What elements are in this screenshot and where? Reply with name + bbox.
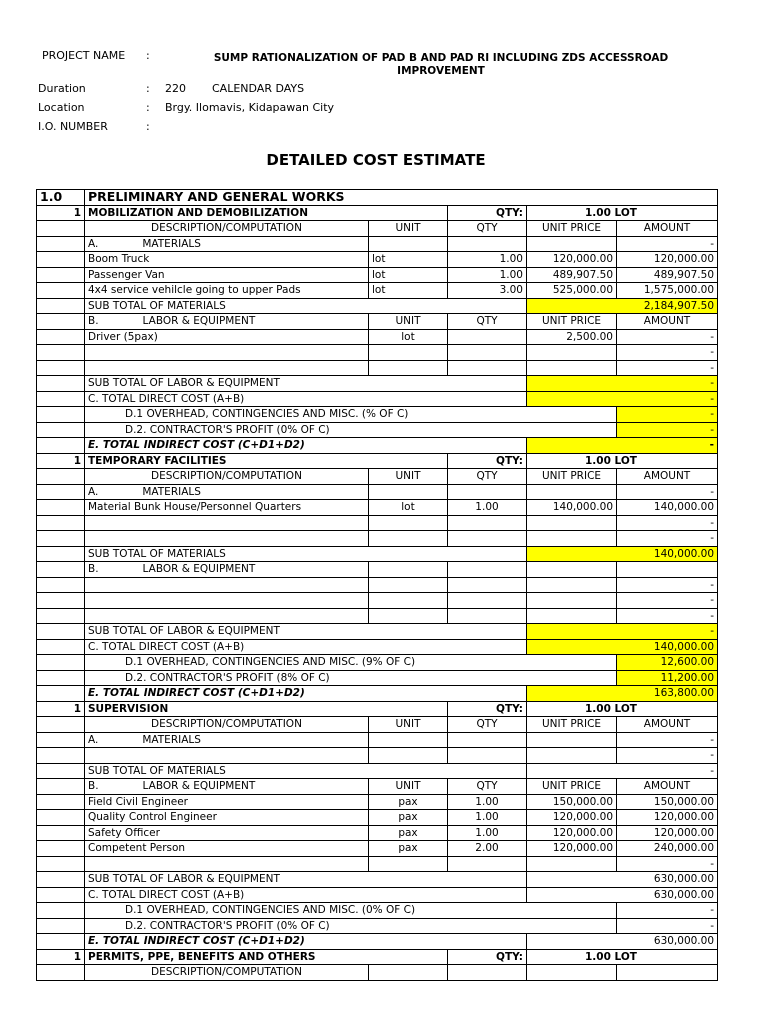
amount-cell: - [617,484,718,500]
item-description: Passenger Van [85,267,369,283]
total-direct-row [37,887,718,903]
total-direct-row [37,639,718,655]
item-qty: 3.00 [448,283,527,299]
subtotal-labor-amount: - [527,376,718,392]
item-description: Material Bunk House/Personnel Quarters [85,500,369,516]
section-header-row [37,190,718,206]
item-unit: lot [369,267,448,283]
item-unit-price: 140,000.00 [527,500,617,516]
qty-lot: 1.00 LOT [527,701,718,717]
duration-label: Duration [38,82,86,95]
item-header-row [37,453,718,469]
col-amount: AMOUNT [617,717,718,733]
overhead-row [37,655,718,671]
column-header-row [37,221,718,237]
col-unit-price: UNIT PRICE [527,221,617,237]
item-header-row [37,701,718,717]
col-amount: AMOUNT [617,314,718,330]
item-unit-price: 120,000.00 [527,841,617,857]
profit-row [37,670,718,686]
table-row [37,267,718,283]
item-unit-price: 525,000.00 [527,283,617,299]
col-qty: QTY [448,779,527,795]
io-number-colon: : [146,120,150,133]
col-unit-price: UNIT PRICE [527,717,617,733]
table-row [37,345,718,361]
item-amount: - [617,608,718,624]
item-qty: 1.00 [448,810,527,826]
table-row [37,252,718,268]
item-unit: pax [369,794,448,810]
materials-header-row [37,484,718,500]
subtotal-materials-row [37,763,718,779]
qty-label: QTY: [448,949,527,965]
subtotal-labor-row [37,872,718,888]
item-amount: - [617,856,718,872]
item-amount: 140,000.00 [617,500,718,516]
item-number: 1 [37,701,85,717]
overhead-label: D.1 OVERHEAD, CONTINGENCIES AND MISC. (9% OF C) [85,655,617,671]
col-amount: AMOUNT [617,469,718,485]
overhead-amount: - [617,903,718,919]
item-amount: - [617,577,718,593]
item-unit-price: 150,000.00 [527,794,617,810]
total-indirect-row [37,686,718,702]
col-qty: QTY [448,717,527,733]
table-row [37,794,718,810]
item-header-row [37,949,718,965]
subtotal-materials-row [37,298,718,314]
col-unit: UNIT [369,469,448,485]
col-amount: AMOUNT [617,221,718,237]
col-amount: AMOUNT [617,779,718,795]
materials-header-row [37,732,718,748]
materials-header-row [37,236,718,252]
overhead-amount: - [617,407,718,423]
table-row [37,500,718,516]
section-title: PRELIMINARY AND GENERAL WORKS [85,190,718,206]
amount-cell: - [617,732,718,748]
subtotal-materials-label: SUB TOTAL OF MATERIALS [85,763,527,779]
item-title: MOBILIZATION AND DEMOBILIZATION [85,205,448,221]
item-amount: 240,000.00 [617,841,718,857]
labor-header-row [37,314,718,330]
subtotal-labor-label: SUB TOTAL OF LABOR & EQUIPMENT [85,376,527,392]
item-description: Boom Truck [85,252,369,268]
subtotal-materials-row [37,546,718,562]
page-title: DETAILED COST ESTIMATE [266,151,486,169]
labor-letter: B. [88,315,99,328]
item-unit: lot [369,252,448,268]
item-amount: - [617,329,718,345]
col-unit: UNIT [369,717,448,733]
item-amount: 120,000.00 [617,252,718,268]
item-unit: pax [369,810,448,826]
col-unit-price: UNIT PRICE [527,314,617,330]
col-unit-price: UNIT PRICE [527,469,617,485]
item-amount: 1,575,000.00 [617,283,718,299]
item-description: Competent Person [85,841,369,857]
item-qty: 1.00 [448,252,527,268]
column-header-row [37,717,718,733]
item-amount: 489,907.50 [617,267,718,283]
col-unit: UNIT [369,314,448,330]
item-qty: 1.00 [448,500,527,516]
item-description: Quality Control Engineer [85,810,369,826]
item-unit-price: 120,000.00 [527,825,617,841]
item-unit: lot [369,500,448,516]
table-row [37,748,718,764]
item-unit: pax [369,825,448,841]
project-name-value [196,52,686,78]
total-indirect-row [37,934,718,950]
total-direct-label: C. TOTAL DIRECT COST (A+B) [85,639,527,655]
subtotal-labor-label: SUB TOTAL OF LABOR & EQUIPMENT [85,872,527,888]
total-indirect-label: E. TOTAL INDIRECT COST (C+D1+D2) [85,438,527,454]
qty-label: QTY: [448,453,527,469]
labor-header-row [37,779,718,795]
profit-label: D.2. CONTRACTOR'S PROFIT (0% OF C) [85,422,617,438]
subtotal-materials-label: SUB TOTAL OF MATERIALS [85,546,527,562]
table-row [37,360,718,376]
table-row [37,856,718,872]
total-direct-amount: - [527,391,718,407]
materials-label: MATERIALS [142,733,201,746]
total-indirect-label: E. TOTAL INDIRECT COST (C+D1+D2) [85,686,527,702]
item-number: 1 [37,453,85,469]
overhead-amount: 12,600.00 [617,655,718,671]
project-name-line2: IMPROVEMENT [397,65,485,77]
table-row [37,593,718,609]
subtotal-labor-amount: 630,000.00 [527,872,718,888]
materials-letter: A. [88,237,99,250]
amount-cell: - [617,236,718,252]
qty-lot: 1.00 LOT [527,949,718,965]
project-name-colon: : [146,49,150,62]
profit-row [37,422,718,438]
item-unit: lot [369,283,448,299]
item-unit: lot [369,329,448,345]
col-unit: UNIT [369,779,448,795]
profit-amount: - [617,422,718,438]
item-description: Safety Officer [85,825,369,841]
item-amount: - [617,748,718,764]
table-row [37,810,718,826]
total-indirect-label: E. TOTAL INDIRECT COST (C+D1+D2) [85,934,527,950]
profit-row [37,918,718,934]
total-indirect-amount: - [527,438,718,454]
io-number-label: I.O. NUMBER [38,120,108,133]
item-amount: - [617,345,718,361]
item-unit-price: 489,907.50 [527,267,617,283]
subtotal-labor-amount: - [527,624,718,640]
item-amount: - [617,593,718,609]
item-number: 1 [37,205,85,221]
table-row [37,825,718,841]
overhead-label: D.1 OVERHEAD, CONTINGENCIES AND MISC. (0% OF C) [85,903,617,919]
total-direct-amount: 630,000.00 [527,887,718,903]
item-amount: 150,000.00 [617,794,718,810]
column-header-row [37,965,718,981]
item-unit-price: 2,500.00 [527,329,617,345]
col-description: DESCRIPTION/COMPUTATION [85,717,369,733]
table-row [37,608,718,624]
location-value: Brgy. Ilomavis, Kidapawan City [165,101,335,114]
item-number: 1 [37,949,85,965]
profit-amount: - [617,918,718,934]
labor-letter: B. [88,563,99,576]
total-direct-label: C. TOTAL DIRECT COST (A+B) [85,887,527,903]
item-qty: 2.00 [448,841,527,857]
table-row [37,283,718,299]
table-row [37,577,718,593]
section-number: 1.0 [37,190,85,206]
col-unit-price: UNIT PRICE [527,779,617,795]
qty-lot: 1.00 LOT [527,453,718,469]
duration-unit: CALENDAR DAYS [212,82,305,95]
profit-amount: 11,200.00 [617,670,718,686]
profit-label: D.2. CONTRACTOR'S PROFIT (0% OF C) [85,918,617,934]
item-qty: 1.00 [448,267,527,283]
item-unit: pax [369,841,448,857]
cost-estimate-table [36,189,718,981]
total-direct-label: C. TOTAL DIRECT COST (A+B) [85,391,527,407]
table-row [37,841,718,857]
duration-value: 220 [165,82,186,95]
item-title: PERMITS, PPE, BENEFITS AND OTHERS [85,949,448,965]
item-description: Field Civil Engineer [85,794,369,810]
item-description: 4x4 service vehilcle going to upper Pads [85,283,369,299]
item-amount: - [617,360,718,376]
subtotal-materials-label: SUB TOTAL OF MATERIALS [85,298,527,314]
subtotal-labor-row [37,624,718,640]
labor-header-row [37,562,718,578]
subtotal-materials-amount: - [527,763,718,779]
item-title: TEMPORARY FACILITIES [85,453,448,469]
materials-letter: A. [88,733,99,746]
location-colon: : [146,101,150,114]
qty-label: QTY: [448,701,527,717]
project-name-line1: SUMP RATIONALIZATION OF PAD B AND PAD RI INCLUDING ZDS ACCESSROAD [213,52,669,64]
total-indirect-amount: 163,800.00 [527,686,718,702]
col-qty: QTY [448,469,527,485]
materials-label: MATERIALS [142,485,201,498]
labor-label: LABOR & EQUIPMENT [142,780,256,793]
qty-label: QTY: [448,205,527,221]
item-unit-price: 120,000.00 [527,810,617,826]
item-amount: - [617,531,718,547]
materials-label: MATERIALS [142,237,201,250]
col-qty: QTY [448,314,527,330]
table-row [37,515,718,531]
overhead-row [37,903,718,919]
total-indirect-amount: 630,000.00 [527,934,718,950]
subtotal-labor-row [37,376,718,392]
col-unit: UNIT [369,221,448,237]
subtotal-materials-amount: 2,184,907.50 [527,298,718,314]
item-unit-price: 120,000.00 [527,252,617,268]
overhead-row [37,407,718,423]
col-description: DESCRIPTION/COMPUTATION [85,469,369,485]
location-label: Location [38,101,85,114]
item-header-row [37,205,718,221]
item-amount: 120,000.00 [617,810,718,826]
item-description: Driver (5pax) [85,329,369,345]
subtotal-materials-amount: 140,000.00 [527,546,718,562]
labor-letter: B. [88,780,99,793]
col-description: DESCRIPTION/COMPUTATION [85,221,369,237]
qty-lot: 1.00 LOT [527,205,718,221]
total-direct-row [37,391,718,407]
materials-letter: A. [88,485,99,498]
table-row [37,531,718,547]
overhead-label: D.1 OVERHEAD, CONTINGENCIES AND MISC. (% OF C) [85,407,617,423]
subtotal-labor-label: SUB TOTAL OF LABOR & EQUIPMENT [85,624,527,640]
col-qty: QTY [448,221,527,237]
total-indirect-row [37,438,718,454]
col-description: DESCRIPTION/COMPUTATION [85,965,369,981]
item-qty: 1.00 [448,825,527,841]
labor-label: LABOR & EQUIPMENT [142,315,256,328]
duration-colon: : [146,82,150,95]
item-qty: 1.00 [448,794,527,810]
profit-label: D.2. CONTRACTOR'S PROFIT (8% OF C) [85,670,617,686]
item-amount: - [617,515,718,531]
project-name-label: PROJECT NAME [42,49,126,62]
item-title: SUPERVISION [85,701,448,717]
item-qty [448,329,527,345]
table-row [37,329,718,345]
column-header-row [37,469,718,485]
item-amount: 120,000.00 [617,825,718,841]
total-direct-amount: 140,000.00 [527,639,718,655]
labor-label: LABOR & EQUIPMENT [142,563,256,576]
